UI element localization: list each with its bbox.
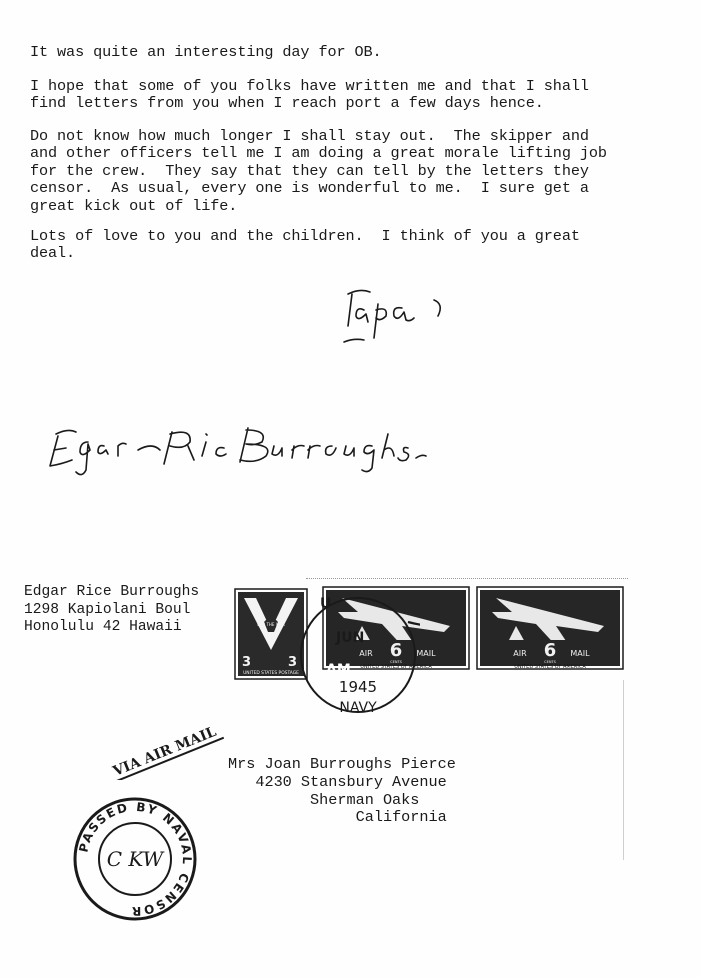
- airmail-stamp-2: [476, 586, 624, 670]
- postmark-ampm: AM: [326, 662, 351, 678]
- via-air-mail-text: VIA AIR MAIL: [110, 723, 219, 780]
- return-address-line: Honolulu 42 Hawaii: [24, 619, 182, 636]
- return-address: [24, 584, 199, 637]
- postmark-year: 1945: [338, 678, 378, 696]
- return-address-line: 1298 Kapiolani Boul: [24, 601, 191, 618]
- letter-paragraph-2: I hope that some of you folks have written me and that I shall find letters from you when I reach port a few days hence.: [30, 77, 589, 113]
- airmail-unit: CENTS: [544, 660, 556, 664]
- recipient-line: Mrs Joan Burroughs Pierce: [228, 755, 456, 773]
- recipient-line: 4230 Stansbury Avenue: [255, 772, 447, 791]
- letter-paragraph-3: Do not know how much longer I shall stay out. The skipper and and other officers tell me I am doing a great morale lifting job for the crew. They say that they can tell by the letters they censor. As usual, every one is wonderful to me. I sure get a great kick out of life.: [30, 127, 607, 215]
- airmail-label-left: AIR: [359, 649, 373, 658]
- recipient-address: [228, 756, 456, 827]
- perforation-line: [306, 578, 628, 580]
- airmail-value: 6: [543, 640, 557, 661]
- victory-denom-left: 3: [242, 655, 252, 670]
- navy-postmark: [296, 592, 420, 718]
- airmail-label-right: MAIL: [570, 649, 590, 658]
- airmail-caption: UNITED STATES OF AMERICA: [360, 664, 432, 670]
- letter-paragraph-4: Lots of love to you and the children. I think of you a great deal.: [30, 227, 580, 263]
- return-address-line: Edgar Rice Burroughs: [24, 584, 200, 600]
- victory-denom-right: 3: [288, 655, 298, 670]
- postmark-top: U: [320, 596, 332, 612]
- censor-initials: C KW: [106, 847, 164, 871]
- victory-motto: WIN THE WAR: [257, 622, 285, 627]
- victory-caption: UNITED STATES POSTAGE: [243, 671, 299, 676]
- recipient-line: Sherman Oaks: [310, 790, 420, 809]
- recipient-line: California: [355, 808, 447, 827]
- via-air-mail-stamp: [94, 720, 234, 780]
- airmail-value: 6: [389, 640, 403, 661]
- censor-ring-text: PASSED BY NAVAL CENSOR: [76, 799, 195, 919]
- letter-paragraph-1: It was quite an interesting day for OB.: [30, 43, 382, 61]
- postmark-bottom: NAVY: [339, 700, 377, 716]
- naval-censor-stamp: [72, 796, 198, 922]
- papa-signature: [330, 282, 470, 352]
- airmail-caption: UNITED STATES OF AMERICA: [514, 664, 586, 670]
- airmail-label-left: AIR: [513, 649, 527, 658]
- author-signature: [42, 420, 432, 480]
- envelope-edge: [623, 680, 624, 860]
- airmail-unit: CENTS: [390, 660, 402, 664]
- airmail-label-right: MAIL: [416, 649, 436, 658]
- postmark-month: JUN: [336, 630, 365, 646]
